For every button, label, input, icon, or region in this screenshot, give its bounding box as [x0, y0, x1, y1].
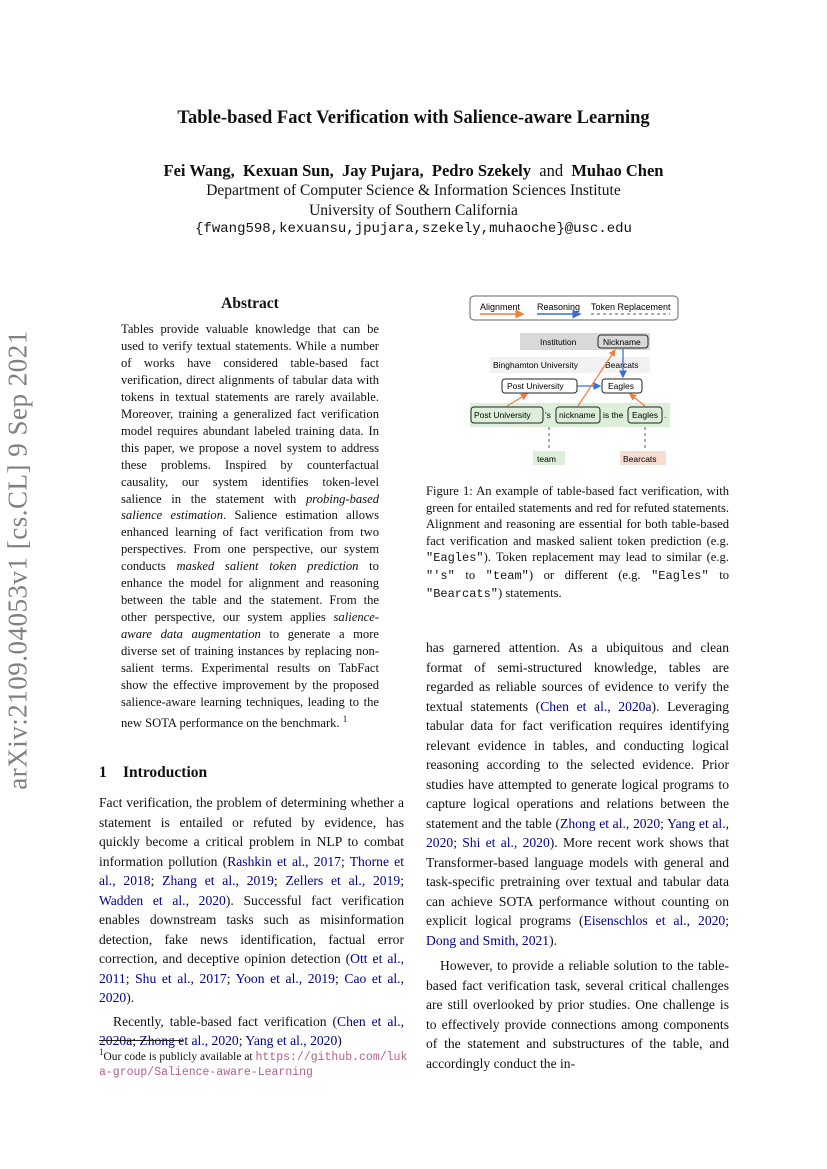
author-and: and — [539, 161, 564, 180]
paragraph: Recently, table-based fact verification (Chen et al., 2020a; Zhong et al., 2020; Yang et al., 2020) — [99, 1013, 404, 1048]
code-repo-link[interactable]: https://github.com/luka-group/Salience-aware-Learning — [99, 1050, 408, 1080]
cell-eagles: Eagles — [608, 381, 634, 391]
header-institution: Institution — [540, 337, 577, 347]
author-name: Muhao Chen — [571, 161, 664, 180]
footnote-marker[interactable]: 1 — [342, 713, 348, 724]
footnote-rule — [99, 1040, 183, 1041]
affiliation-university: University of Southern California — [309, 202, 518, 219]
legend-token-replacement: Token Replacement — [591, 302, 671, 312]
paragraph: However, to provide a reliable solution to the table-based fact verification task, several critical challenges are still overlooked by prior studies. One challenge is to effectively provide connections among components of the statement and substructures of the table, and accordingly conduct the in- — [426, 958, 729, 1071]
legend-reasoning: Reasoning — [537, 302, 581, 312]
citation-link[interactable]: Rashkin et al., 2017 — [227, 853, 341, 869]
citation-link[interactable]: Yoon et al., 2019 — [235, 970, 335, 986]
stmt-apostrophe-s: 's — [545, 410, 551, 420]
paper-title: Table-based Fact Verification with Salience-aware Learning — [177, 108, 650, 128]
citation-link[interactable]: Wadden et al., 2020 — [99, 892, 226, 908]
paragraph: Fact verification, the problem of determining whether a statement is entailed or refuted by evidence, has quickly become a critical problem in NLP to combat information pollution (Rashkin et al., 2017; Thorne et al., 2018; Zhang et al., 2019; Zellers et al., 2019; Wadden et al., 2020). Successful fact verification enables downstream tasks such as misinformation detection, fake news identification, factual error correction, and deceptive opinion detection (Ott et al., 2011; Shu et al., 2017; Yoon et al., 2019; Cao et al., 2020). — [99, 795, 404, 1005]
citation-link[interactable]: Dong and Smith, 2021 — [426, 932, 550, 948]
citation-link[interactable]: Chen et al., 2020a — [99, 1013, 404, 1048]
figure-1-diagram — [465, 293, 715, 473]
intro-column-left — [99, 793, 404, 1051]
citation-link[interactable]: Zhang et al., 2019 — [162, 873, 274, 888]
svg-text:.: . — [664, 410, 667, 420]
cell-binghamton: Binghamton University — [493, 360, 579, 370]
author-name: Jay Pujara, — [342, 161, 424, 180]
figure-1-caption: Figure 1: An example of table-based fact verification, with green for entailed statements and red for refuted statements. Alignment and reasoning are essential for both table-based fact verification and masked salient token prediction (e.g. "Eagles"). Token replacement may lead to similar (e.g. "'s" to "team") or different (e.g. "Eagles" to "Bearcats") statements. — [426, 484, 730, 601]
author-name: Kexuan Sun, — [242, 161, 334, 180]
citation-link[interactable]: Thorne et al., 2018 — [99, 853, 404, 888]
author-name: Pedro Szekely — [431, 161, 531, 180]
citation-link[interactable]: Yang et al., 2020 — [426, 815, 730, 850]
citation-link[interactable]: Eisenschlos et al., 2020 — [583, 913, 726, 928]
citation-link[interactable]: Shu et al., 2017 — [135, 970, 227, 986]
abstract-body: Tables provide valuable knowledge that can be used to verify textual statements. While a number of works have considered table-based fact verification, direct alignments of tabular data with tokens in textual statements are rarely available. Moreover, training a generalized fact verification model requires abundant labeled training data. In this paper, we propose a novel system to address these problems. Inspired by counterfactual causality, our system identifies token-level salience in the statement with probing-based salience estimation. Salience estimation allows enhanced learning of fact verification from two perspectives. From one perspective, our system conducts masked salient token prediction to enhance the model for alignment and reasoning between the table and the statement. From the other perspective, our system applies salience-aware data augmentation to generate a more diverse set of training instances by replacing non-salient terms. Experimental results on TabFact show the effective improvement by the proposed salience-aware learning techniques, leading to the new SOTA performance on the benchmark. $^1$ — [121, 322, 379, 731]
footnote: $^1$Our code is publicly available at https://github.com/luka-group/Salience-aware-Learning — [99, 1047, 408, 1080]
stmt-post-university: Post University — [474, 410, 531, 420]
citation-link[interactable]: Yang et al., 2020 — [245, 1033, 338, 1048]
paragraph: has garnered attention. As a ubiquitous and clean format of semi-structured knowledge, tables are regarded as reliable sources of evidence to verify the textual statements (Chen et al., 2020a). Leveraging tabular data for fact verification requires identifying relevant evidence in tables, and conducting logical reasoning according to the selected evidence. Prior studies have attempted to generate logical programs to capture logical operations and relations between the statement and the table (Zhong et al., 2020; Yang et al., 2020; Shi et al., 2020). More recent work shows that Transformer-based language models with general and task-specific pretraining over textual and tabular data can achieve SOTA performance without counting on explicit logical programs (Eisenschlos et al., 2020; Dong and Smith, 2021). — [426, 640, 730, 948]
stmt-is-the: is the — [603, 410, 624, 420]
stmt-nickname: nickname — [559, 410, 596, 420]
author-list — [0, 161, 827, 181]
legend-alignment: Alignment — [480, 302, 521, 312]
affiliation-department: Department of Computer Science & Information Sciences Institute — [206, 182, 621, 199]
abstract-heading: Abstract — [221, 295, 279, 312]
header-nickname: Nickname — [603, 337, 641, 347]
cell-post-university: Post University — [507, 381, 564, 391]
citation-link[interactable]: Shi et al., 2020 — [462, 835, 550, 850]
intro-column-right — [426, 638, 729, 1073]
citation-link[interactable]: Zhong et al., 2020 — [560, 815, 661, 831]
cell-bearcats: Bearcats — [605, 360, 639, 370]
citation-link[interactable]: Cao et al., 2020 — [99, 970, 404, 1005]
author-name: Fei Wang, — [163, 161, 235, 180]
section-heading-introduction: 1 Introduction — [99, 764, 208, 781]
citation-link[interactable]: Chen et al., 2020a — [540, 698, 652, 714]
citation-link[interactable]: Zellers et al., 2019 — [285, 873, 401, 888]
citation-link[interactable]: Ott et al., 2011 — [99, 951, 404, 986]
author-emails[interactable]: {fwang598,kexuansu,jpujara,szekely,muhaoche}@usc.edu — [195, 221, 632, 237]
replacement-bearcats: Bearcats — [623, 454, 657, 464]
stmt-eagles: Eagles — [632, 410, 658, 420]
citation-link[interactable]: Zhong et al., 2020 — [139, 1033, 239, 1048]
replacement-team: team — [537, 454, 556, 464]
